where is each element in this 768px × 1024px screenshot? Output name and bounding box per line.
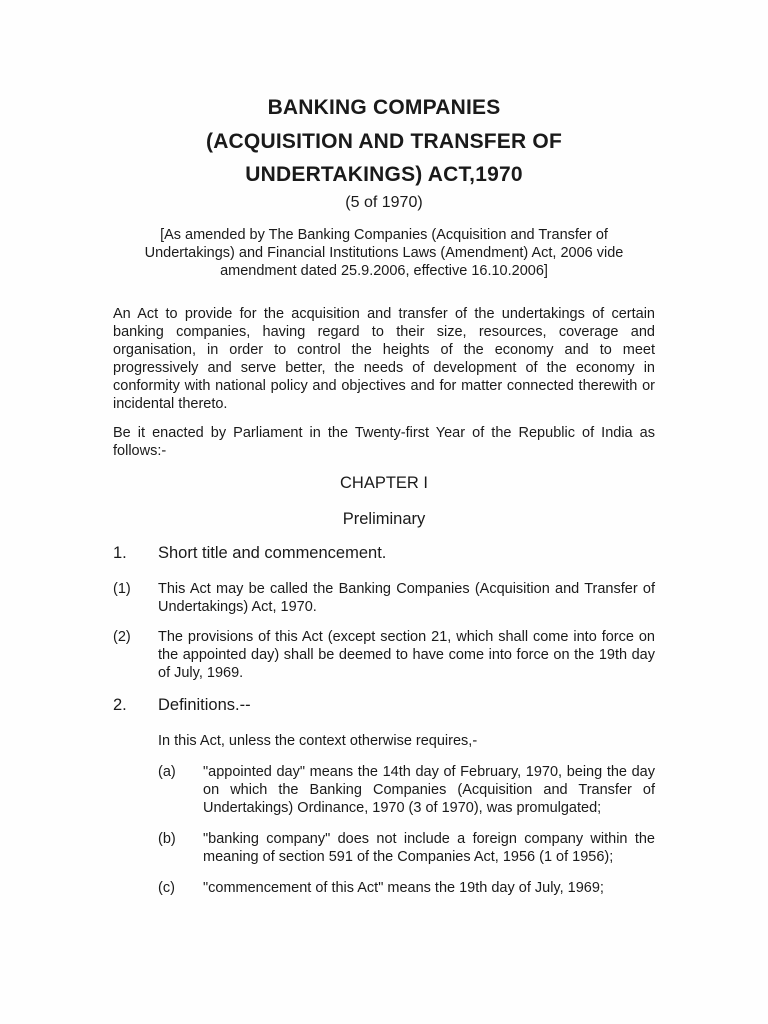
act-title-line-2: (ACQUISITION AND TRANSFER OF: [206, 130, 562, 153]
enactment-paragraph: Be it enacted by Parliament in the Twenty-first Year of the Republic of India as follows:-: [113, 425, 655, 459]
chapter-title: Preliminary: [342, 510, 426, 528]
subsection-1-text: This Act may be called the Banking Companies (Acquisition and Transfer of Undertakings) Act, 1970.: [158, 581, 655, 615]
preamble-paragraph: An Act to provide for the acquisition and transfer of the undertakings of certain banking companies, having regard to their size, resources, coverage and organisation, in order to control the heights of the economy and to meet progressively and serve better, the needs of development of the economy in conformity with national policy and objectives and for matter connected therewith or incidental thereto.: [113, 306, 655, 412]
section-1-title: Short title and commencement.: [158, 544, 387, 562]
subsection-2-number: (2): [113, 629, 131, 645]
amendment-note: [As amended by The Banking Companies (Acquisition and Transfer of Undertakings) and Financial Institutions Laws (Amendment) Act, 2006 vide amendment dated 25.9.2006, effective 16.10.2006]: [144, 227, 624, 279]
subsection-1-number: (1): [113, 581, 131, 597]
act-number: (5 of 1970): [345, 194, 423, 211]
definitions-intro: In this Act, unless the context otherwise requires,-: [158, 733, 478, 749]
section-2-number: 2.: [113, 696, 127, 714]
act-title-line-1: BANKING COMPANIES: [267, 96, 501, 119]
act-title-line-3: UNDERTAKINGS) ACT,1970: [245, 163, 523, 186]
section-2-title: Definitions.--: [158, 696, 251, 714]
subsection-2-text: The provisions of this Act (except section 21, which shall come into force on the appointed day) shall be deemed to have come into force on the 19th day of July, 1969.: [158, 629, 655, 681]
definition-b-text: "banking company" does not include a foreign company within the meaning of section 591 of the Companies Act, 1956 (1 of 1956);: [203, 831, 655, 865]
definition-c-text: "commencement of this Act" means the 19th day of July, 1969;: [203, 880, 604, 896]
definition-b-number: (b): [158, 831, 176, 847]
chapter-heading: CHAPTER I: [339, 474, 428, 492]
section-1-number: 1.: [113, 544, 127, 562]
definition-a-number: (a): [158, 764, 176, 780]
definition-c-number: (c): [158, 880, 175, 896]
definition-a-text: "appointed day" means the 14th day of February, 1970, being the day on which the Banking Companies (Acquisition and Transfer of Undertakings) Ordinance, 1970 (3 of 1970), was promulgated;: [203, 764, 655, 816]
